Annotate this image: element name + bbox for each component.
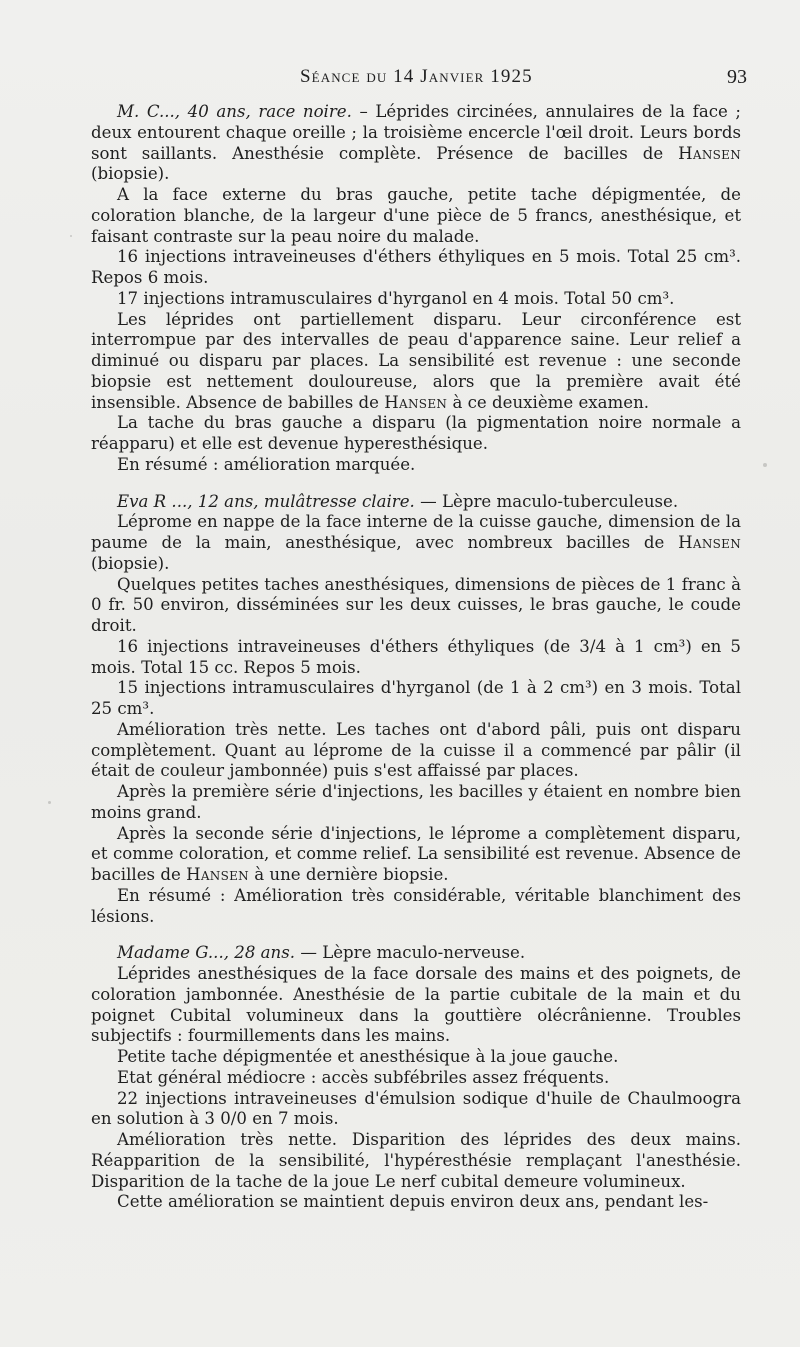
case-3-paragraph-4: Etat général médiocre : accès subfébriles assez fréquents. <box>117 1067 610 1087</box>
case-2-paragraph-8 <box>91 824 741 886</box>
case-1-paragraph-1-tail: (biopsie). <box>91 164 170 184</box>
case-1-paragraph-1-text: Léprides circinées, annulaires de la face ; deux entourent chaque oreille ; la troisième encercle l'œil droit. Leurs bords sont saillants. Anesthésie complète. Présence de bacilles de <box>91 102 742 163</box>
case-3-paragraph-7: Cette amélioration se maintient depuis environ deux ans, pendant les- <box>117 1192 709 1212</box>
case-3-title: Madame G..., 28 ans. <box>117 943 296 963</box>
author-name-hansen: Hansen <box>678 533 741 552</box>
case-2-paragraph-2-tail: (biopsie). <box>91 553 170 573</box>
case-1-title: M. C..., 40 ans, race noire. <box>117 102 352 121</box>
case-2-paragraph-2-text: Léprome en nappe de la face interne de la cuisse gauche, dimension de la paume de la main, anesthésique, avec nombreux bacilles de <box>91 512 741 552</box>
scan-speck <box>763 463 767 467</box>
case-1-paragraph-5 <box>91 310 741 414</box>
author-name-hansen: Hansen <box>384 392 448 412</box>
running-header <box>0 66 800 92</box>
em-dash: — <box>300 943 323 963</box>
case-2-paragraph-3: Quelques petites taches anesthésiques, dimensions de pièces de 1 franc à 0 fr. 50 environ, disséminées sur les deux cuisses, le bras gauche, le coude droit. <box>91 574 741 635</box>
case-1-paragraph-5-text: Les léprides ont partiellement disparu. Leur circonférence est interrompue par des intervalles de peau d'apparence saine. Leur relief a diminué ou disparu par places. La sensibilité est revenue : une seconde biopsie est nettement douloureuse, alors que la première avait été insensible. Absence de babilles de <box>91 309 741 412</box>
scan-speck <box>48 801 51 804</box>
case-2-diagnosis: Lèpre maculo-tuberculeuse. <box>442 491 679 511</box>
case-3-paragraph-3: Petite tache dépigmentée et anesthésique à la joue gauche. <box>117 1047 619 1066</box>
case-2-title: Eva R ..., 12 ans, mulâtresse claire. <box>117 491 415 511</box>
case-1-heading-paragraph <box>91 102 741 185</box>
author-name-hansen: Hansen <box>678 143 741 163</box>
em-dash: — <box>420 491 442 511</box>
case-1-paragraph-5-tail: à ce deuxième examen. <box>447 392 650 412</box>
case-2-heading-paragraph <box>91 492 741 513</box>
case-2-paragraph-7: Après la première série d'injections, les bacilles y étaient en nombre bien moins grand. <box>91 782 741 822</box>
case-1-paragraph-2: A la face externe du bras gauche, petite tache dépigmentée, de coloration blanche, de la largeur d'une pièce de 5 francs, anesthésique, et faisant contraste sur la peau noire du malade. <box>91 185 741 246</box>
em-dash: – <box>359 102 376 121</box>
case-2-paragraph-6: Amélioration très nette. Les taches ont d'abord pâli, puis ont disparu complètement. Quant au léprome de la cuisse il a commencé par pâlir (il était de couleur jambonnée) puis s'est affaissé par places. <box>91 719 741 781</box>
author-name-hansen: Hansen <box>186 865 249 884</box>
scan-speck <box>70 235 72 237</box>
case-3-paragraph-2: Léprides anesthésiques de la face dorsale des mains et des poignets, de coloration jambonnée. Anesthésie de la partie cubitale de la main et du poignet Cubital volumineux dans la gouttière olécrânienne. Troubles subjectifs : fourmillements dans les mains. <box>91 964 741 1046</box>
case-2-paragraph-8-text: Après la seconde série d'injections, le léprome a complètement disparu, et comme coloration, et comme relief. La sensibilité est revenue. Absence de bacilles de <box>91 823 741 884</box>
page-number: 93 <box>727 66 747 88</box>
case-2-paragraph-5: 15 injections intramusculaires d'hyrganol (de 1 à 2 cm³) en 3 mois. Total 25 cm³. <box>91 678 741 718</box>
case-3-heading-paragraph <box>91 943 741 964</box>
case-3-paragraph-6: Amélioration très nette. Disparition des léprides des deux mains. Réapparition de la sensibilité, l'hypéresthésie remplaçant l'anesthésie. Disparition de la tache de la joue Le nerf cubital demeure volumineux. <box>91 1130 741 1191</box>
case-3-diagnosis: Lèpre maculo-nerveuse. <box>322 943 526 963</box>
case-2-paragraph-8-tail: à une dernière biopsie. <box>248 865 449 884</box>
case-1-paragraph-6: La tache du bras gauche a disparu (la pigmentation noire normale a réapparu) et elle est devenue hyperesthésique. <box>91 413 741 453</box>
case-2-summary: En résumé : Amélioration très considérable, véritable blanchiment des lésions. <box>91 885 741 926</box>
case-1-paragraph-4: 17 injections intramusculaires d'hyrganol en 4 mois. Total 50 cm³. <box>117 288 675 308</box>
case-2-paragraph-2 <box>91 512 741 574</box>
case-2-paragraph-4: 16 injections intraveineuses d'éthers éthyliques (de 3/4 à 1 cm³) en 5 mois. Total 15 cc. Repos 5 mois. <box>91 636 741 677</box>
body-text <box>91 102 741 1213</box>
case-1-paragraph-3: 16 injections intraveineuses d'éthers éthyliques en 5 mois. Total 25 cm³. Repos 6 mois. <box>91 247 741 287</box>
running-title: Séance du 14 Janvier 1925 <box>300 66 533 87</box>
case-1-summary: En résumé : amélioration marquée. <box>117 454 416 474</box>
case-3-paragraph-5: 22 injections intraveineuses d'émulsion sodique d'huile de Chaulmoogra en solution à 3 0/0 en 7 mois. <box>91 1088 741 1129</box>
